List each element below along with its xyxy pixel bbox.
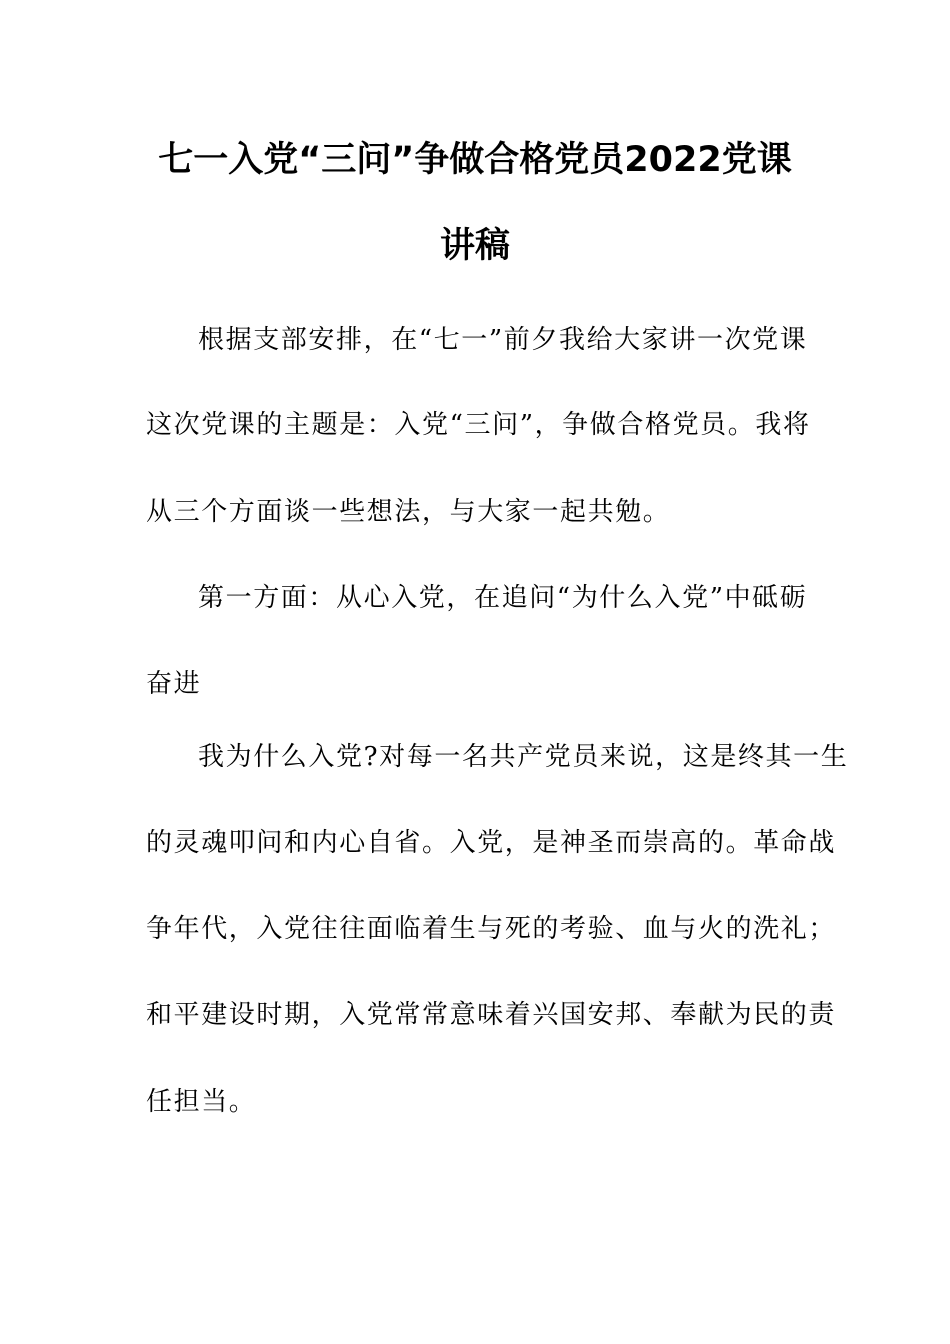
document-title-line-2: 讲稿: [439, 226, 510, 266]
section-heading-line-2: 奋进: [146, 669, 202, 699]
paragraph-1-line-3: 从三个方面谈一些想法，与大家一起共勉。: [146, 497, 671, 527]
paragraph-2-line-3: 争年代，入党往往面临着生与死的考验、血与火的洗礼；: [146, 914, 837, 944]
paragraph-2-line-4: 和平建设时期，入党常常意味着兴国安邦、奉献为民的责: [146, 1000, 837, 1030]
paragraph-2-line-2: 的灵魂叩问和内心自省。入党，是神圣而崇高的。革命战: [146, 828, 837, 858]
paragraph-1-line-2: 这次党课的主题是：入党“三问”，争做合格党员。我将: [146, 410, 811, 440]
paragraph-2-line-5: 任担当。: [146, 1087, 257, 1117]
paragraph-2-line-1: 我为什么入党?对每一名共产党员来说，这是终其一生: [198, 742, 849, 772]
section-heading-line-1: 第一方面：从心入党，在追问“为什么入党”中砥砺: [198, 583, 808, 613]
document-title-line-1: 七一入党“三问”争做合格党员2022党课: [158, 140, 792, 180]
paragraph-1-line-1: 根据支部安排，在“七一”前夕我给大家讲一次党课: [198, 325, 808, 355]
